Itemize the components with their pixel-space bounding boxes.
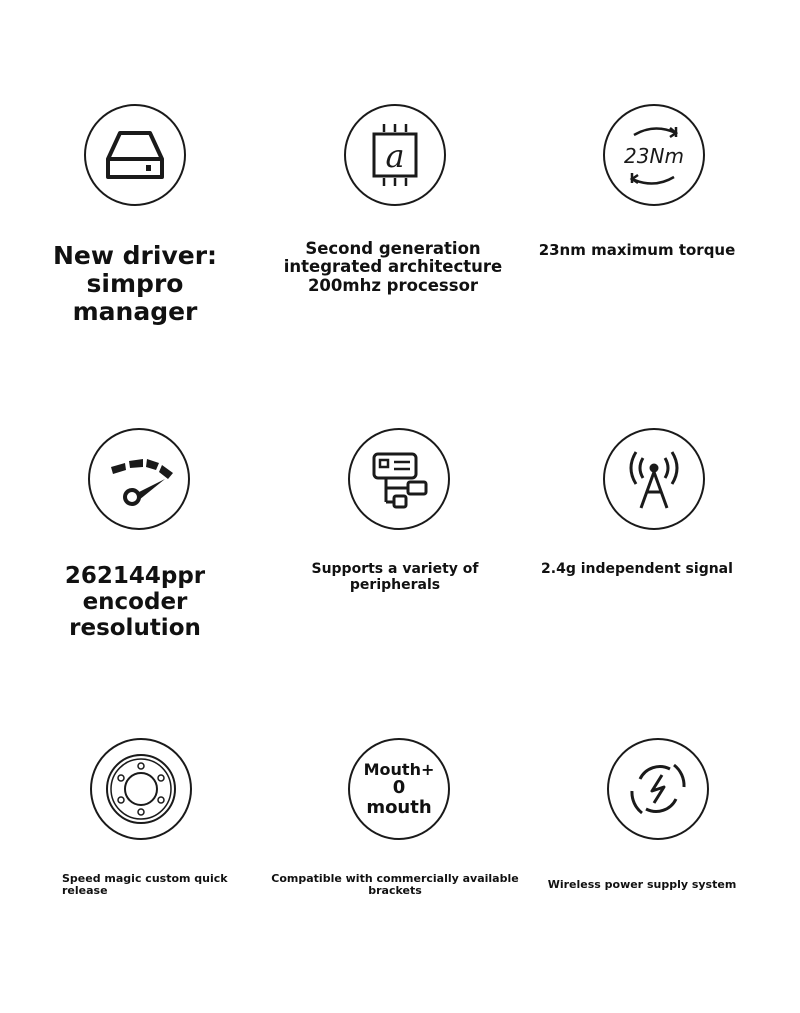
feature-label-peripherals: Supports a variety of peripherals — [311, 561, 479, 593]
feature-label-signal: 2.4g independent signal — [541, 561, 733, 577]
peripherals-icon — [348, 428, 450, 530]
feature-label-processor: Second generation integrated architecture 200mhz processor — [283, 239, 503, 295]
bracket-icon — [348, 738, 450, 840]
gauge-icon — [88, 428, 190, 530]
feature-label-wireless: Wireless power supply system — [547, 878, 737, 891]
torque-icon-text: 23Nm — [624, 144, 684, 168]
feature-label-brackets: Compatible with commercially available brackets — [271, 872, 519, 898]
bracket-icon-text: Mouth+ 0 mouth — [363, 759, 435, 818]
chip-icon — [344, 104, 446, 206]
feature-label-quick-release: Speed magic custom quick release — [62, 872, 228, 898]
wireless-power-icon — [607, 738, 709, 840]
feature-label-torque: 23nm maximum torque — [538, 241, 736, 259]
feature-label-encoder: 262144ppr encoder resolution — [64, 563, 206, 641]
signal-tower-icon — [603, 428, 705, 530]
feature-label-driver: New driver: simpro manager — [52, 241, 218, 326]
chip-icon-letter: a — [385, 137, 405, 175]
rotation-icon — [603, 104, 705, 206]
quick-release-icon — [90, 738, 192, 840]
drive-icon — [84, 104, 186, 206]
